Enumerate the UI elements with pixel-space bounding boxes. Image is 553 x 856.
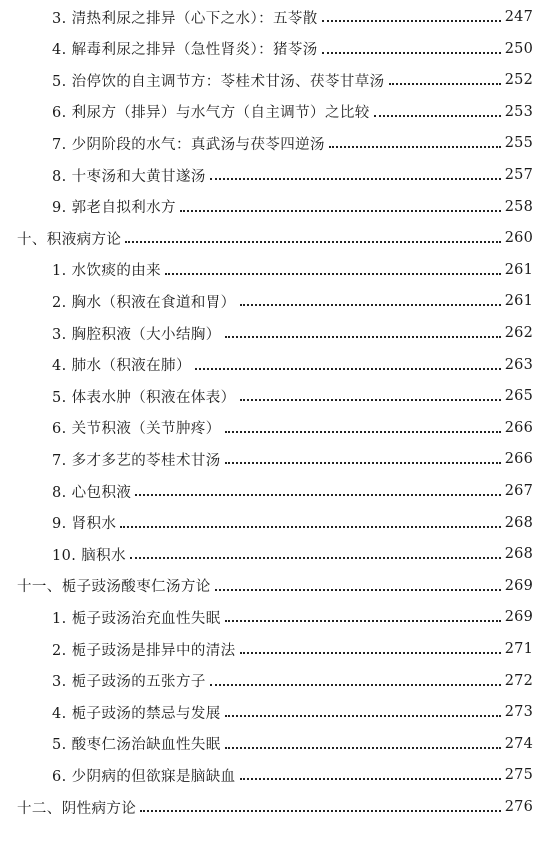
toc-entry-title: 4. 栀子豉汤的禁忌与发展 — [52, 705, 221, 722]
toc-dot-leader — [225, 747, 501, 749]
toc-page-number: 253 — [504, 103, 533, 120]
toc-section-entry — [0, 352, 553, 378]
toc-dot-leader — [374, 115, 501, 117]
toc-entry-title: 4. 解毒利尿之排异（急性肾炎）：猪苓汤 — [52, 42, 318, 59]
toc-entry-title: 1. 栀子豉汤治充血性失眠 — [52, 610, 221, 627]
toc-page-number: 261 — [504, 261, 533, 278]
toc-dot-leader — [210, 684, 501, 686]
toc-page-number: 269 — [504, 577, 533, 594]
toc-entry-title: 5. 治停饮的自主调节方：苓桂术甘汤、茯苓甘草汤 — [52, 73, 385, 90]
toc-entry-title: 7. 少阴阶段的水气：真武汤与茯苓四逆汤 — [52, 136, 325, 153]
toc-entry-title: 3. 栀子豉汤的五张方子 — [52, 674, 206, 691]
toc-entry-title: 3. 清热利尿之排异（心下之水）：五苓散 — [52, 10, 318, 27]
toc-entry-title: 6. 关节积液（关节肿疼） — [52, 421, 221, 438]
toc-dot-leader — [130, 557, 501, 559]
toc-page-number: 257 — [504, 167, 533, 183]
toc-page-number: 266 — [504, 419, 533, 436]
toc-page-number: 268 — [504, 546, 533, 563]
toc-dot-leader — [322, 20, 501, 22]
toc-dot-leader — [195, 368, 501, 370]
toc-page-number: 250 — [504, 40, 533, 57]
toc-page-number: 271 — [504, 641, 533, 657]
toc-page-number: 267 — [504, 483, 533, 499]
toc-section-entry — [0, 99, 553, 125]
toc-entry-title: 5. 体表水肿（积液在体表） — [52, 389, 236, 406]
toc-section-entry — [0, 541, 553, 567]
toc-section-entry — [0, 446, 553, 472]
toc-page-number: 262 — [504, 325, 533, 341]
toc-section-entry — [0, 731, 553, 757]
toc-page-number: 252 — [504, 72, 533, 89]
toc-section-entry — [0, 130, 553, 156]
toc-section-entry — [0, 320, 553, 346]
toc-dot-leader — [240, 652, 501, 654]
toc-dot-leader — [215, 589, 501, 591]
toc-section-entry — [0, 67, 553, 93]
toc-entry-title: 6. 少阴病的但欲寐是脑缺血 — [52, 768, 236, 785]
toc-page-number: 276 — [504, 799, 533, 815]
toc-entry-title: 9. 肾积水 — [52, 516, 117, 533]
toc-page-number: 275 — [504, 767, 533, 784]
toc-chapter-entry — [0, 225, 553, 251]
toc-section-entry — [0, 415, 553, 441]
toc-page-number: 258 — [504, 198, 533, 215]
toc-dot-leader — [225, 336, 501, 338]
toc-dot-leader — [165, 273, 501, 275]
toc-section-entry — [0, 478, 553, 504]
toc-entry-title: 十一、栀子豉汤酸枣仁汤方论 — [17, 579, 211, 596]
toc-section-entry — [0, 288, 553, 314]
toc-page-number: 269 — [504, 609, 533, 626]
toc-section-entry — [0, 762, 553, 788]
toc-dot-leader — [225, 620, 501, 622]
toc-page-number: 247 — [504, 9, 533, 25]
toc-entry-title: 十、积液病方论 — [17, 231, 122, 248]
toc-dot-leader — [120, 526, 500, 528]
toc-section-entry — [0, 383, 553, 409]
toc-entry-title: 9. 郭老自拟利水方 — [52, 200, 176, 217]
toc-chapter-entry — [0, 794, 553, 820]
toc-dot-leader — [389, 83, 501, 85]
toc-page-number: 263 — [504, 356, 533, 373]
toc-section-entry — [0, 257, 553, 283]
toc-section-entry — [0, 510, 553, 536]
toc-section-entry — [0, 699, 553, 725]
toc-dot-leader — [322, 52, 501, 54]
toc-entry-title: 7. 多才多艺的苓桂术甘汤 — [52, 452, 221, 469]
toc-dot-leader — [240, 778, 501, 780]
toc-dot-leader — [240, 399, 501, 401]
toc-dot-leader — [329, 146, 501, 148]
toc-page-number: 265 — [504, 388, 533, 405]
toc-dot-leader — [225, 431, 501, 433]
toc-section-entry — [0, 668, 553, 694]
toc-dot-leader — [180, 210, 501, 212]
toc-entry-title: 5. 酸枣仁汤治缺血性失眠 — [52, 737, 221, 754]
toc-page-number: 255 — [504, 135, 533, 152]
toc-section-entry — [0, 4, 553, 30]
toc-entry-title: 2. 栀子豉汤是排异中的清法 — [52, 642, 236, 659]
toc-page-number: 261 — [504, 293, 533, 310]
toc-entry-title: 8. 十枣汤和大黄甘遂汤 — [52, 168, 206, 185]
toc-dot-leader — [225, 462, 501, 464]
toc-dot-leader — [210, 178, 501, 180]
toc-dot-leader — [125, 241, 500, 243]
toc-page-number: 268 — [504, 514, 533, 531]
toc-section-entry — [0, 194, 553, 220]
toc-chapter-entry — [0, 573, 553, 599]
toc-section-entry — [0, 162, 553, 188]
toc-page-number: 272 — [504, 672, 533, 689]
toc-page-number: 274 — [504, 735, 533, 752]
toc-dot-leader — [240, 304, 501, 306]
toc-section-entry — [0, 604, 553, 630]
toc-section-entry — [0, 636, 553, 662]
toc-entry-title: 6. 利尿方（排异）与水气方（自主调节）之比较 — [52, 105, 370, 122]
toc-entry-title: 10. 脑积水 — [52, 547, 126, 564]
toc-dot-leader — [225, 715, 501, 717]
toc-entry-title: 十二、阴性病方论 — [17, 800, 137, 817]
toc-page-number: 273 — [504, 704, 533, 721]
toc-page-number: 260 — [504, 230, 533, 247]
toc-entry-title: 8. 心包积液 — [52, 484, 132, 501]
toc-entry-title: 3. 胸腔积液（大小结胸） — [52, 326, 221, 343]
toc-entry-title: 4. 肺水（积液在肺） — [52, 358, 191, 375]
toc-dot-leader — [135, 494, 500, 496]
toc-entry-title: 1. 水饮痰的由来 — [52, 263, 162, 280]
toc-section-entry — [0, 36, 553, 62]
toc-dot-leader — [140, 810, 501, 812]
toc-page-number: 266 — [504, 451, 533, 468]
toc-entry-title: 2. 胸水（积液在食道和胃） — [52, 294, 236, 311]
